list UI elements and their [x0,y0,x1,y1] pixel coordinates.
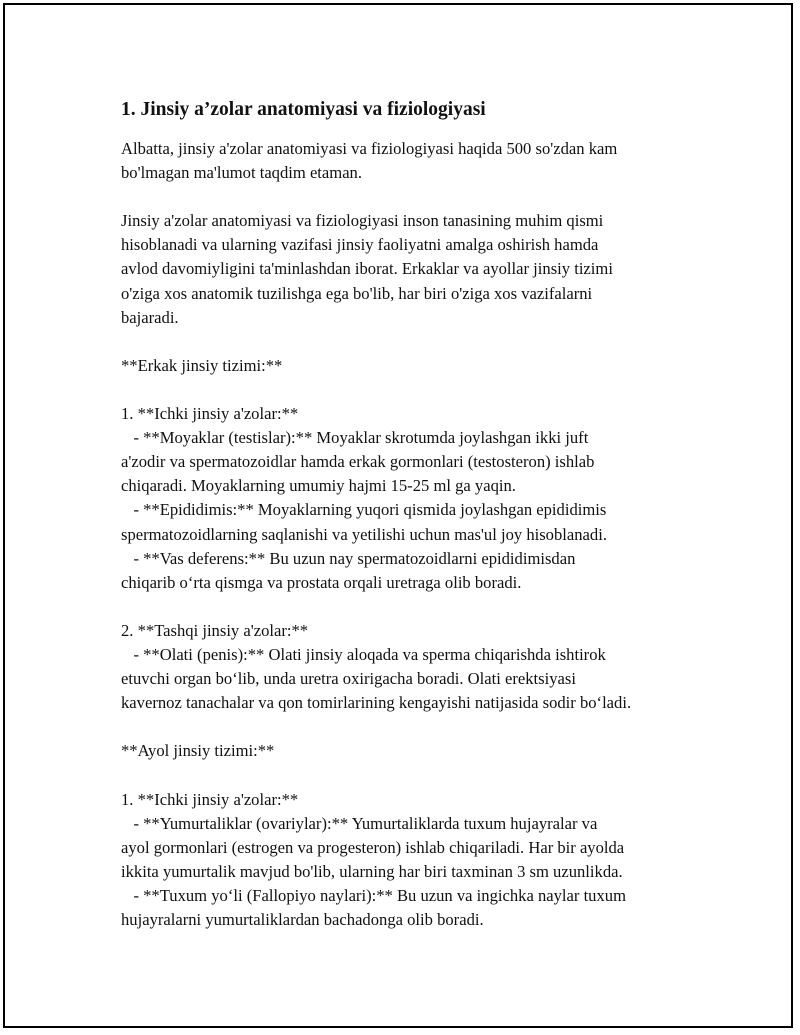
text-line: hisoblanadi va ularning vazifasi jinsiy faoliyatni amalga oshirish hamda [121,235,599,255]
blank-line [121,595,721,619]
text-line: - **Vas deferens:** Bu uzun nay spermatozoidlarni epididimisdan [121,548,576,568]
text-line: ayol gormonlari (estrogen va progesteron) ishlab chiqariladi. Har bir ayolda [121,837,625,857]
text-line: chiqarib oʻrta qismga va prostata orqali uretraga olib boradi. [121,572,522,592]
text-line: chiqaradi. Moyaklarning umumiy hajmi 15-25 ml ga yaqin. [121,476,516,496]
text-line: ikkita yumurtalik mavjud bo'lib, ularning har biri taxminan 3 sm uzunlikda. [121,861,623,881]
text-line: 1. **Ichki jinsiy a'zolar:** [121,789,299,809]
document-content [121,97,721,932]
text-line: spermatozoidlarning saqlanishi va yetilishi uchun mas'ul joy hisoblanadi. [121,524,607,544]
text-line: etuvchi organ boʻlib, unda uretra oxirigacha boradi. Olati erektsiyasi [121,669,576,689]
blank-line [121,378,721,402]
text-line: bajaradi. [121,307,179,327]
document-page [3,3,793,1028]
blank-line [121,763,721,787]
text-line: **Erkak jinsiy tizimi:** [121,355,283,375]
blank-line [121,330,721,354]
text-line: - **Moyaklar (testislar):** Moyaklar skrotumda joylashgan ikki juft [121,428,589,448]
text-line: a'zodir va spermatozoidlar hamda erkak gormonlari (testosteron) ishlab [121,452,595,472]
text-line: hujayralarni yumurtaliklardan bachadonga olib boradi. [121,910,484,929]
text-line: avlod davomiyligini ta'minlashdan iborat. Erkaklar va ayollar jinsiy tizimi [121,259,613,279]
text-line: Jinsiy a'zolar anatomiyasi va fiziologiyasi inson tanasining muhim qismi [121,211,604,231]
text-line: bo'lmagan ma'lumot taqdim etaman. [121,163,362,183]
text-line: 1. **Ichki jinsiy a'zolar:** [121,404,299,424]
blank-line [121,715,721,739]
text-line: - **Olati (penis):** Olati jinsiy aloqada va sperma chiqarishda ishtirok [121,644,606,664]
text-line: - **Epididimis:** Moyaklarning yuqori qismida joylashgan epididimis [121,500,607,520]
text-line: kavernoz tanachalar va qon tomirlarining kengayishi natijasida sodir boʻladi. [121,693,632,713]
text-line: 2. **Tashqi jinsiy a'zolar:** [121,620,309,640]
blank-line [121,185,721,209]
text-line: **Ayol jinsiy tizimi:** [121,741,275,761]
text-line: - **Tuxum yoʻli (Fallopiyo naylari):** Bu uzun va ingichka naylar tuxum [121,885,626,905]
text-line: o'ziga xos anatomik tuzilishga ega bo'lib, har biri o'ziga xos vazifalarni [121,283,593,303]
document-body [121,137,721,932]
section-heading: 1. Jinsiy a’zolar anatomiyasi va fiziologiyasi [121,99,486,120]
text-line: - **Yumurtaliklar (ovariylar):** Yumurtaliklarda tuxum hujayralar va [121,813,598,833]
text-line: Albatta, jinsiy a'zolar anatomiyasi va fiziologiyasi haqida 500 so'zdan kam [121,139,618,158]
